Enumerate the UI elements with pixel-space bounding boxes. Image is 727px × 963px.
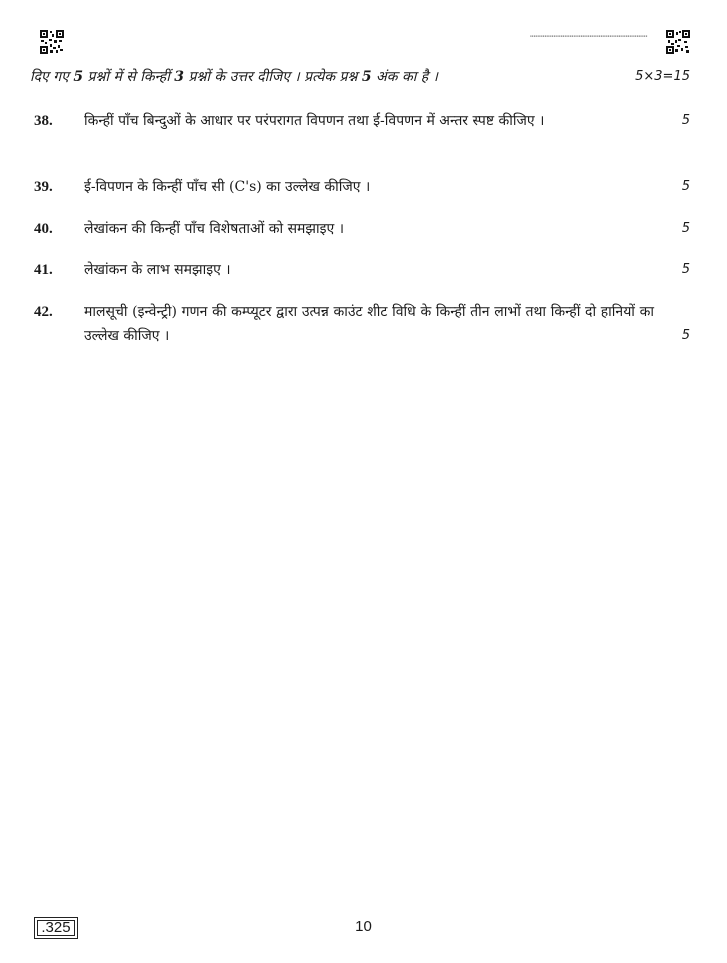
qr-code-icon [40, 30, 64, 54]
page-number: 10 [355, 918, 372, 935]
question-marks: 5 [681, 328, 690, 343]
question-number: 40. [34, 221, 53, 237]
question-38 [34, 109, 690, 133]
question-40 [34, 217, 690, 241]
question-number: 38. [34, 113, 53, 129]
instruction-text: प्रश्नों में से किन्हीं [83, 69, 175, 85]
paper-code: .325 [41, 919, 71, 936]
qr-code-icon [666, 30, 690, 54]
section-instruction [30, 66, 690, 88]
question-text: किन्हीं पाँच बिन्दुओं के आधार पर परंपरागत विपणन तथा ई-विपणन में अन्तर स्पष्ट कीजिए । [84, 113, 545, 129]
question-text: मालसूची (इन्वेन्ट्री) गणन की कम्प्यूटर द्वारा उत्पन्न काउंट शीट विधि के किन्हीं तीन लाभों तथा किन्हीं दो हानियों का उल्लेख कीजिए । [84, 304, 654, 344]
question-marks: 5 [681, 262, 690, 277]
section-marks-total: 5×3=15 [635, 69, 690, 84]
instruction-count-total: 5 [73, 69, 84, 85]
instruction-count-attempt: 3 [174, 69, 185, 85]
question-marks: 5 [681, 113, 690, 128]
security-microtext: ▪▪▪▪▪▪▪▪▪▪▪▪▪▪▪▪▪▪▪▪▪▪▪▪▪▪▪▪▪▪▪▪▪▪▪▪▪▪▪▪▪▪▪▪▪▪▪▪▪▪▪▪▪▪▪▪▪▪▪▪▪▪▪▪▪ [530, 34, 648, 38]
instruction-text: अंक का है । [371, 69, 438, 85]
question-text: ई-विपणन के किन्हीं पाँच सी (C's) का उल्लेख कीजिए । [84, 179, 371, 195]
question-39 [34, 175, 690, 199]
question-42 [34, 300, 690, 348]
question-marks: 5 [681, 179, 690, 194]
instruction-marks-each: 5 [361, 69, 372, 85]
question-41 [34, 258, 690, 282]
question-number: 42. [34, 304, 53, 320]
instruction-text: दिए गए [30, 69, 74, 85]
question-marks: 5 [681, 221, 690, 236]
question-text: लेखांकन के लाभ समझाइए । [84, 262, 231, 278]
question-number: 41. [34, 262, 53, 278]
question-number: 39. [34, 179, 53, 195]
question-text: लेखांकन की किन्हीं पाँच विशेषताओं को समझाइए । [84, 221, 344, 237]
instruction-text: प्रश्नों के उत्तर दीजिए । प्रत्येक प्रश्न [184, 69, 362, 85]
